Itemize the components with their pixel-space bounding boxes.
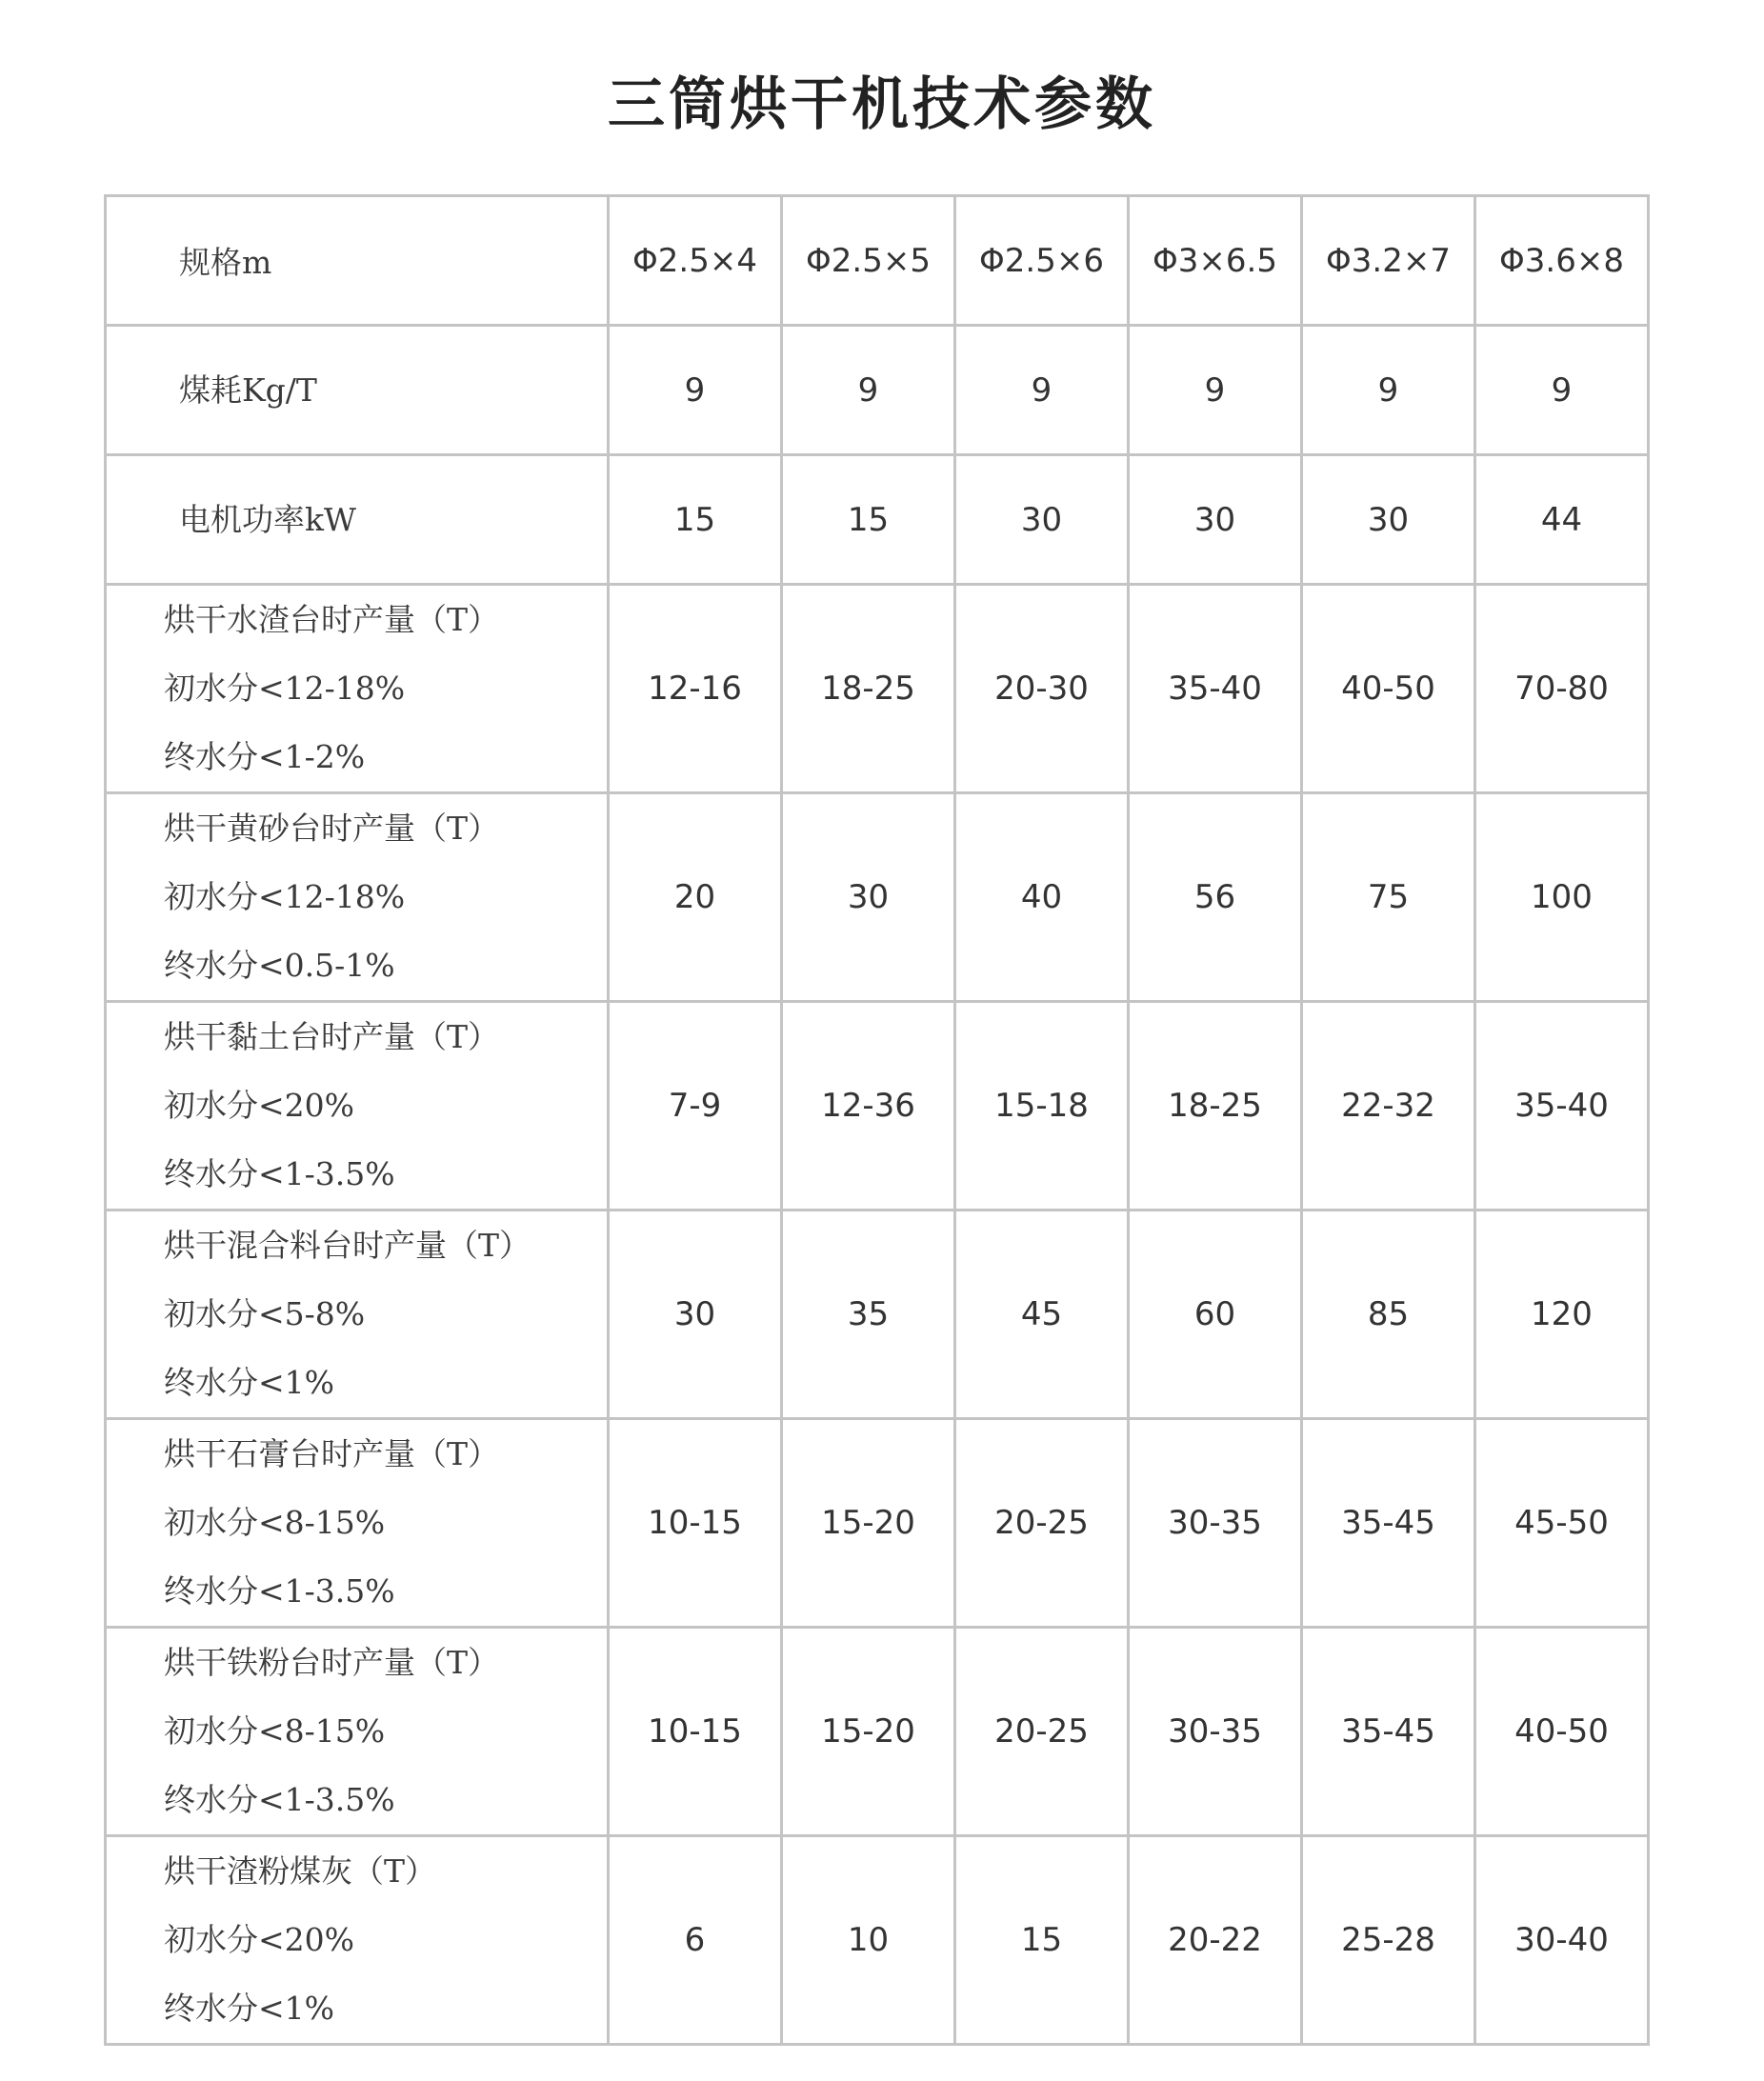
value-cell: 30-35	[1129, 1419, 1302, 1628]
header-label-cell: 规格m	[106, 196, 609, 326]
table-row	[106, 1419, 1649, 1628]
row-label-title: 烘干石膏台时产量（T）	[164, 1435, 500, 1472]
value-cell: 75	[1302, 793, 1475, 1002]
row-label-condition: 终水分<1%	[164, 1990, 335, 2027]
value-cell: 120	[1475, 1211, 1649, 1419]
value-cell: 12-36	[782, 1002, 955, 1211]
value-cell: 22-32	[1302, 1002, 1475, 1211]
table-row	[106, 1628, 1649, 1836]
value-cell: 56	[1129, 793, 1302, 1002]
value-cell: 10-15	[609, 1419, 782, 1628]
model-header-cell: Φ3.2×7	[1302, 196, 1475, 326]
model-header-cell: Φ2.5×6	[955, 196, 1129, 326]
row-label-condition: 终水分<1-3.5%	[164, 1781, 395, 1818]
row-label-title: 烘干黏土台时产量（T）	[164, 1018, 500, 1055]
value-cell: 20-30	[955, 585, 1129, 793]
value-cell: 9	[1129, 326, 1302, 455]
value-cell: 9	[1302, 326, 1475, 455]
table-row	[106, 585, 1649, 793]
model-header-cell: Φ2.5×4	[609, 196, 782, 326]
row-label-condition: 初水分<8-15%	[164, 1504, 386, 1541]
model-header-cell: Φ2.5×5	[782, 196, 955, 326]
value-cell: 60	[1129, 1211, 1302, 1419]
value-cell: 35-45	[1302, 1419, 1475, 1628]
value-cell: 85	[1302, 1211, 1475, 1419]
row-label-cell	[106, 1211, 609, 1419]
row-label-condition: 终水分<1-3.5%	[164, 1572, 395, 1610]
value-cell: 40-50	[1302, 585, 1475, 793]
value-cell: 30-40	[1475, 1836, 1649, 2045]
row-label-title: 烘干铁粉台时产量（T）	[164, 1644, 500, 1681]
row-label-condition: 终水分<0.5-1%	[164, 947, 395, 984]
spec-table	[104, 194, 1650, 2046]
value-cell: 15-20	[782, 1628, 955, 1836]
value-cell: 9	[782, 326, 955, 455]
table-row	[106, 1211, 1649, 1419]
row-label-title: 烘干渣粉煤灰（T）	[164, 1852, 437, 1890]
value-cell: 20-25	[955, 1419, 1129, 1628]
row-label-condition: 初水分<5-8%	[164, 1295, 366, 1332]
spec-table-body	[106, 196, 1649, 2045]
value-cell: 9	[955, 326, 1129, 455]
value-cell: 20-25	[955, 1628, 1129, 1836]
row-label-condition: 初水分<20%	[164, 1087, 354, 1124]
row-label-title: 烘干黄砂台时产量（T）	[164, 810, 500, 847]
value-cell: 9	[1475, 326, 1649, 455]
row-label-cell	[106, 793, 609, 1002]
row-label-condition: 终水分<1-3.5%	[164, 1155, 395, 1192]
value-cell: 6	[609, 1836, 782, 2045]
value-cell: 70-80	[1475, 585, 1649, 793]
row-label-condition: 初水分<12-18%	[164, 670, 406, 707]
value-cell: 9	[609, 326, 782, 455]
value-cell: 30	[1129, 455, 1302, 585]
value-cell: 15-18	[955, 1002, 1129, 1211]
row-label-title: 烘干水渣台时产量（T）	[164, 601, 500, 638]
value-cell: 30	[782, 793, 955, 1002]
value-cell: 25-28	[1302, 1836, 1475, 2045]
value-cell: 15	[609, 455, 782, 585]
row-label-title: 煤耗Kg/T	[179, 370, 317, 409]
row-label-condition: 初水分<12-18%	[164, 878, 406, 915]
value-cell: 30	[1302, 455, 1475, 585]
row-label-title: 烘干混合料台时产量（T）	[164, 1227, 531, 1264]
row-label-cell	[106, 1836, 609, 2045]
row-label-condition: 终水分<1-2%	[164, 738, 366, 775]
table-row	[106, 455, 1649, 585]
table-row	[106, 326, 1649, 455]
value-cell: 15-20	[782, 1419, 955, 1628]
value-cell: 20	[609, 793, 782, 1002]
value-cell: 10	[782, 1836, 955, 2045]
value-cell: 30-35	[1129, 1628, 1302, 1836]
table-row	[106, 793, 1649, 1002]
value-cell: 40	[955, 793, 1129, 1002]
value-cell: 35-40	[1475, 1002, 1649, 1211]
value-cell: 15	[955, 1836, 1129, 2045]
value-cell: 18-25	[782, 585, 955, 793]
value-cell: 45	[955, 1211, 1129, 1419]
row-label-cell	[106, 585, 609, 793]
row-label-cell	[106, 1002, 609, 1211]
value-cell: 30	[955, 455, 1129, 585]
row-label-condition: 终水分<1%	[164, 1364, 335, 1401]
model-header-cell: Φ3×6.5	[1129, 196, 1302, 326]
value-cell: 12-16	[609, 585, 782, 793]
value-cell: 100	[1475, 793, 1649, 1002]
row-label-cell	[106, 1628, 609, 1836]
value-cell: 35-40	[1129, 585, 1302, 793]
value-cell: 7-9	[609, 1002, 782, 1211]
row-label-cell	[106, 455, 609, 585]
value-cell: 18-25	[1129, 1002, 1302, 1211]
value-cell: 40-50	[1475, 1628, 1649, 1836]
value-cell: 30	[609, 1211, 782, 1419]
value-cell: 10-15	[609, 1628, 782, 1836]
model-header-cell: Φ3.6×8	[1475, 196, 1649, 326]
row-label-cell	[106, 1419, 609, 1628]
value-cell: 35	[782, 1211, 955, 1419]
row-label-cell	[106, 326, 609, 455]
row-label-title: 电机功率kW	[179, 500, 356, 538]
value-cell: 20-22	[1129, 1836, 1302, 2045]
value-cell: 35-45	[1302, 1628, 1475, 1836]
row-label-condition: 初水分<8-15%	[164, 1712, 386, 1750]
value-cell: 44	[1475, 455, 1649, 585]
value-cell: 15	[782, 455, 955, 585]
row-label-condition: 初水分<20%	[164, 1921, 354, 1958]
table-row	[106, 1002, 1649, 1211]
header-row	[106, 196, 1649, 326]
table-row	[106, 1836, 1649, 2045]
document-title: 三筒烘干机技术参数	[608, 71, 1156, 138]
value-cell: 45-50	[1475, 1419, 1649, 1628]
